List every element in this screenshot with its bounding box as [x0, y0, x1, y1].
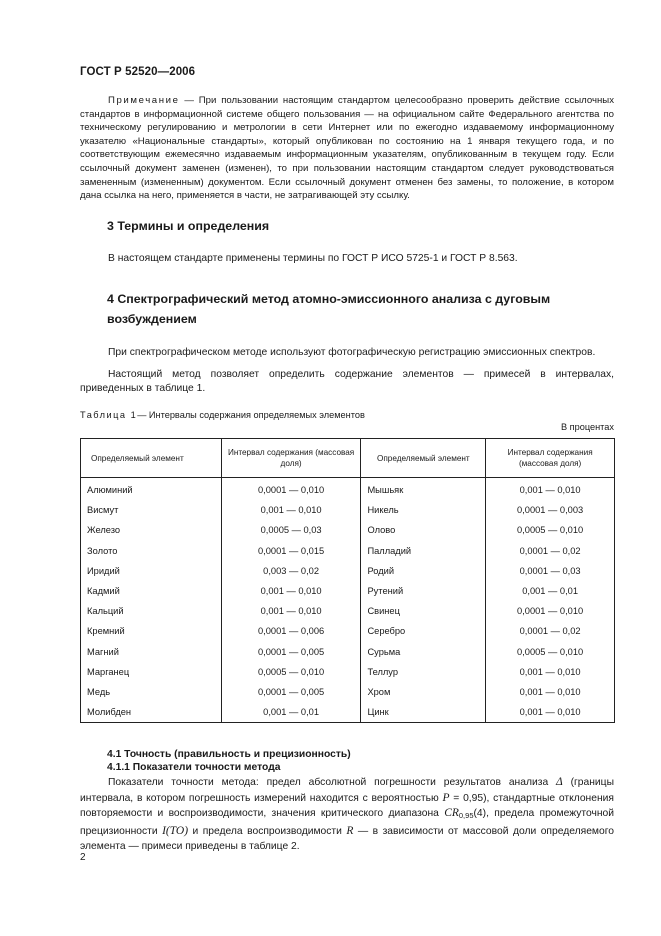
section-4-1-1-heading: 4.1.1 Показатели точности метода — [107, 762, 281, 773]
element-cell: Мышьяк — [361, 478, 486, 501]
page-number: 2 — [80, 852, 86, 863]
section-4-1-heading: 4.1 Точность (правильность и прецизионность) — [107, 749, 351, 760]
table-1-caption — [80, 410, 365, 420]
element-cell: Марганец — [81, 662, 222, 682]
element-cell: Магний — [81, 642, 222, 662]
table-row — [81, 500, 615, 520]
element-cell: Висмут — [81, 500, 222, 520]
table-1-unit: В процентах — [560, 422, 614, 432]
text-part-5: и предела воспроизводимости — [188, 825, 347, 837]
element-cell: Молибден — [81, 702, 222, 723]
range-cell: 0,001 — 0,01 — [221, 702, 361, 723]
section-4-paragraph-2: Настоящий метод позволяет определить содержание элементов — примесей в интервалах, приведенных в таблице 1. — [80, 369, 614, 394]
table-row — [81, 601, 615, 621]
element-cell: Олово — [361, 520, 486, 540]
element-cell: Медь — [81, 682, 222, 702]
element-cell: Кадмий — [81, 581, 222, 601]
table-row — [81, 581, 615, 601]
table-row — [81, 541, 615, 561]
intermediate-precision-symbol: I(TO) — [162, 824, 189, 837]
element-cell: Цинк — [361, 702, 486, 723]
range-cell: 0,001 — 0,010 — [486, 478, 615, 501]
element-cell: Железо — [81, 520, 222, 540]
element-cell: Золото — [81, 541, 222, 561]
column-header-range-2: Интервал содержания (массовая доля) — [486, 439, 615, 478]
text-part-6: — в зависимости от массовой доли определяемого элемента — примеси приведены в таблице 2. — [80, 825, 614, 853]
critical-range-subscript: 0,95 — [458, 811, 474, 821]
table-1-caption-label: Таблица 1 — [80, 410, 138, 420]
range-cell: 0,0005 — 0,010 — [486, 642, 615, 662]
element-cell: Сурьма — [361, 642, 486, 662]
table-row — [81, 520, 615, 540]
section-3-heading: 3 Термины и определения — [107, 219, 270, 233]
reproducibility-symbol: R — [346, 824, 354, 837]
element-cell: Хром — [361, 682, 486, 702]
range-cell: 0,0001 — 0,02 — [486, 541, 615, 561]
range-cell: 0,0001 — 0,010 — [486, 601, 615, 621]
text-part-4: (4), предела промежуточной прецизионности — [80, 808, 614, 837]
range-cell: 0,001 — 0,010 — [486, 682, 615, 702]
range-cell: 0,0001 — 0,005 — [221, 682, 361, 702]
element-cell: Серебро — [361, 621, 486, 641]
table-row — [81, 561, 615, 581]
element-cell: Теллур — [361, 662, 486, 682]
element-cell: Рутений — [361, 581, 486, 601]
range-cell: 0,0001 — 0,010 — [221, 478, 361, 501]
table-row — [81, 621, 615, 641]
range-cell: 0,001 — 0,010 — [221, 581, 361, 601]
table-row — [81, 682, 615, 702]
table-row — [81, 662, 615, 682]
note-label: Примечание — [108, 95, 180, 106]
section-3-text: В настоящем стандарте применены термины по ГОСТ Р ИСО 5725-1 и ГОСТ Р 8.563. — [108, 253, 518, 264]
element-cell: Палладий — [361, 541, 486, 561]
note-paragraph — [80, 94, 614, 203]
element-cell: Никель — [361, 500, 486, 520]
range-cell: 0,0001 — 0,015 — [221, 541, 361, 561]
column-header-range-1: Интервал содержания (массовая доля) — [221, 439, 361, 478]
text-part-2: (границы интервала, в котором погрешность измерений находится с вероятностью — [80, 777, 614, 804]
table-row — [81, 478, 615, 501]
element-cell: Кальций — [81, 601, 222, 621]
critical-range-symbol: CR — [444, 807, 459, 820]
column-header-element-1: Определяемый элемент — [81, 439, 222, 478]
range-cell: 0,0001 — 0,03 — [486, 561, 615, 581]
table-row — [81, 642, 615, 662]
element-cell: Родий — [361, 561, 486, 581]
range-cell: 0,001 — 0,010 — [221, 500, 361, 520]
table-1-caption-text: — Интервалы содержания определяемых элементов — [137, 410, 365, 420]
range-cell: 0,0005 — 0,010 — [486, 520, 615, 540]
range-cell: 0,0001 — 0,003 — [486, 500, 615, 520]
range-cell: 0,001 — 0,010 — [486, 702, 615, 723]
range-cell: 0,0005 — 0,010 — [221, 662, 361, 682]
range-cell: 0,0001 — 0,005 — [221, 642, 361, 662]
element-cell: Иридий — [81, 561, 222, 581]
section-4-heading: 4 Спектрографический метод атомно-эмиссионного анализа с дуговым возбуждением — [107, 292, 551, 326]
range-cell: 0,0001 — 0,006 — [221, 621, 361, 641]
table-1 — [80, 438, 615, 723]
note-text: — При пользовании настоящим стандартом целесообразно проверить действие ссылочных стандартов в информационной системе общего пользования — на официальном сайте Федерального агентства по техническому регулированию и метрологии в сети Интернет или по ежегодно издаваемому информационному указателю «Национальные стандарты», который опубликован по состоянию на 1 января текущего года, и по соответствующим ежемесячно издаваемым информационным указателям, опубликованным в текущем году. Если ссылочный документ заменен (изменен), то при пользовании настоящим стандартом следует руководствоваться замененным (измененным) документом. Если ссылочный документ отменен без замены, то положение, в котором дана ссылка на него, применяется в части, не затрагивающей эту ссылку. — [80, 95, 614, 202]
range-cell: 0,0005 — 0,03 — [221, 520, 361, 540]
element-cell: Кремний — [81, 621, 222, 641]
section-4-1-1-text — [80, 775, 614, 855]
range-cell: 0,001 — 0,010 — [486, 662, 615, 682]
document-header: ГОСТ Р 52520—2006 — [80, 66, 196, 78]
table-1-body — [81, 478, 615, 723]
range-cell: 0,003 — 0,02 — [221, 561, 361, 581]
table-row — [81, 702, 615, 723]
element-cell: Алюминий — [81, 478, 222, 501]
delta-symbol: Δ — [556, 776, 563, 788]
section-4-paragraph-1: При спектрографическом методе используют фотографическую регистрацию эмиссионных спектров. — [108, 347, 596, 358]
column-header-element-2: Определяемый элемент — [361, 439, 486, 478]
probability-symbol: P — [442, 791, 450, 804]
text-part-1: Показатели точности метода: предел абсолютной погрешности результатов анализа — [108, 777, 557, 788]
range-cell: 0,0001 — 0,02 — [486, 621, 615, 641]
element-cell: Свинец — [361, 601, 486, 621]
table-header-row — [81, 439, 615, 478]
range-cell: 0,001 — 0,01 — [486, 581, 615, 601]
range-cell: 0,001 — 0,010 — [221, 601, 361, 621]
text-part-3: = 0,95), стандартные отклонения повторяемости и воспроизводимости, значения критического диапазона — [80, 792, 614, 820]
